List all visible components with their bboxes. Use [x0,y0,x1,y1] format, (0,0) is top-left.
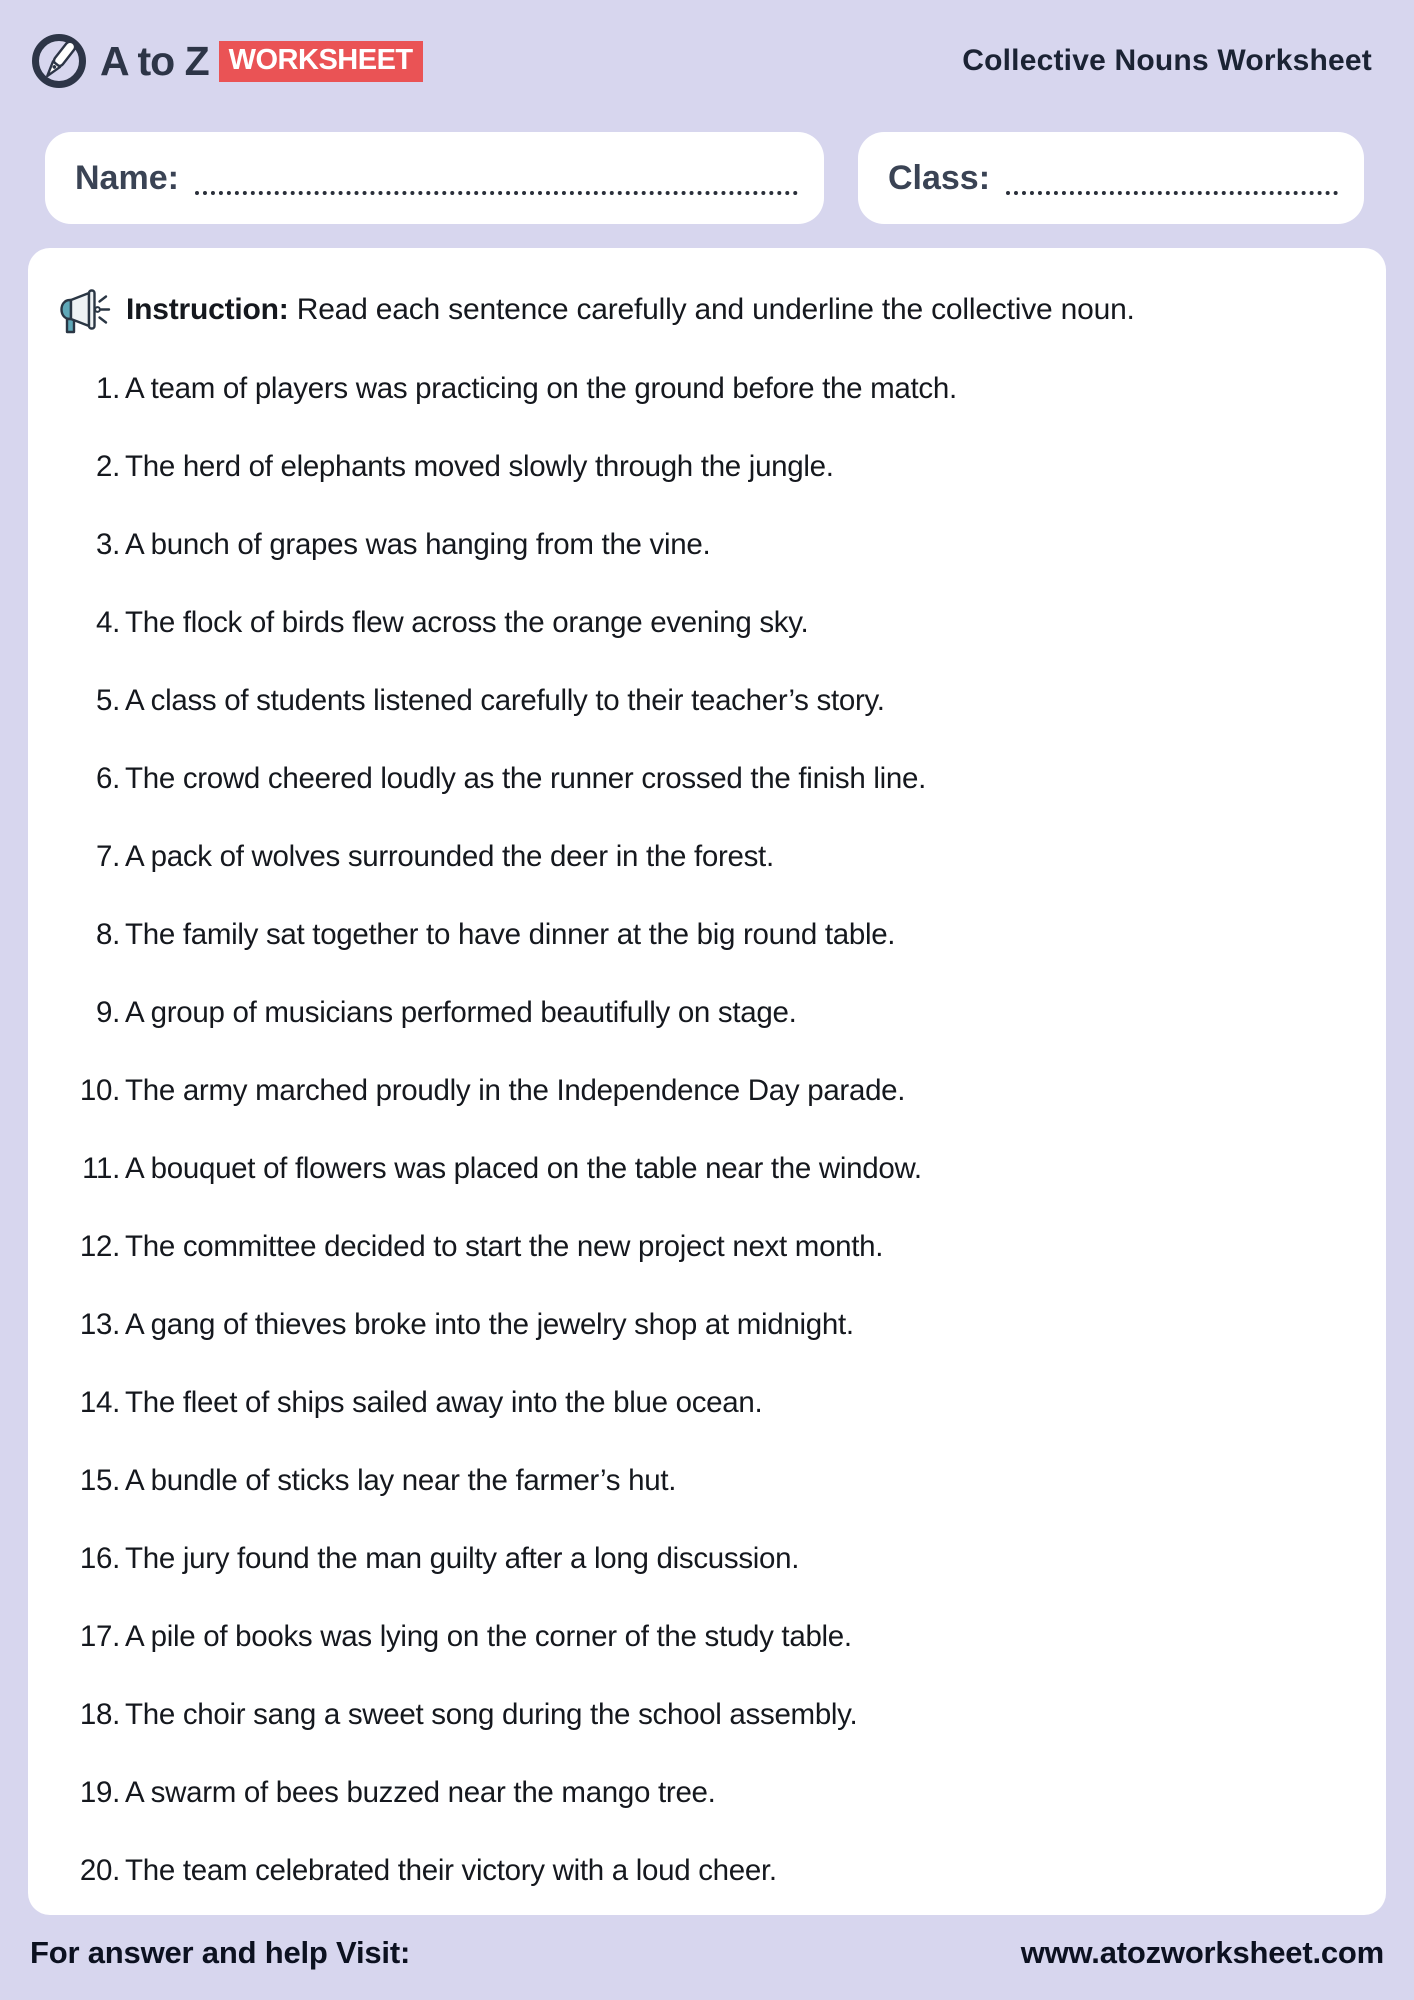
sentence-text: The flock of birds flew across the orange evening sky. [125,606,809,639]
name-field[interactable] [45,132,824,224]
sentence-item [58,1458,1356,1503]
class-field[interactable] [858,132,1364,224]
class-label: Class: [887,158,991,197]
instruction-label: Instruction: [126,293,289,326]
sentence-item [58,834,1356,879]
sentence-number: 14. [79,1386,120,1419]
sentence-item [58,1536,1356,1581]
sentence-item [58,1224,1356,1269]
instruction-text [126,293,1135,327]
sentence-text: The family sat together to have dinner at the big round table. [125,918,896,951]
sentence-text: A bunch of grapes was hanging from the vine. [125,528,711,561]
name-dotted-line[interactable] [195,191,798,195]
sentence-text: A team of players was practicing on the ground before the match. [125,372,957,405]
footer-help-text: For answer and help Visit: [30,1935,411,1970]
sentence-number: 3. [95,528,120,561]
class-dotted-line[interactable] [1006,191,1338,195]
sentence-item [58,678,1356,723]
brand-badge: WORKSHEET [219,41,423,82]
sentence-item [58,1302,1356,1347]
sentence-number: 7. [95,840,120,873]
sentence-item [58,366,1356,411]
sentence-number: 15. [79,1464,120,1497]
footer [30,1935,1384,1971]
sentence-number: 8. [95,918,120,951]
worksheet-card [28,248,1386,1915]
sentence-number: 13. [79,1308,120,1341]
sentence-text: A bundle of sticks lay near the farmer’s hut. [125,1464,677,1497]
student-fields [45,132,1364,224]
sentence-item [58,1068,1356,1113]
sentence-number: 16. [79,1542,120,1575]
sentence-item [58,912,1356,957]
footer-website-link[interactable]: www.atozworksheet.com [1020,1935,1384,1970]
sentence-item [58,1770,1356,1815]
megaphone-icon [58,283,112,337]
page-title: Collective Nouns Worksheet [962,44,1372,77]
pen-circle-logo-icon [30,32,88,90]
sentence-item [58,990,1356,1035]
sentence-item [58,1692,1356,1737]
sentence-list [58,366,1356,1893]
sentence-item [58,522,1356,567]
sentence-item [58,1146,1356,1191]
sentence-text: The herd of elephants moved slowly through the jungle. [125,450,834,483]
sentence-text: A group of musicians performed beautifully on stage. [125,996,797,1029]
sentence-item [58,600,1356,645]
sentence-text: A swarm of bees buzzed near the mango tree. [125,1776,716,1809]
sentence-text: The choir sang a sweet song during the school assembly. [125,1698,858,1731]
sentence-number: 18. [79,1698,120,1731]
sentence-number: 10. [79,1074,120,1107]
sentence-text: A bouquet of flowers was placed on the table near the window. [125,1152,922,1185]
sentence-text: The fleet of ships sailed away into the blue ocean. [125,1386,763,1419]
sentence-text: A pile of books was lying on the corner of the study table. [125,1620,852,1653]
sentence-number: 2. [95,450,120,483]
sentence-text: The crowd cheered loudly as the runner crossed the finish line. [125,762,926,795]
sentence-text: A gang of thieves broke into the jewelry shop at midnight. [125,1308,854,1341]
header [0,0,1414,92]
instruction-body: Read each sentence carefully and underline the collective noun. [296,293,1135,326]
sentence-item [58,444,1356,489]
sentence-item [58,1380,1356,1425]
sentence-text: A class of students listened carefully to their teacher’s story. [125,684,885,717]
sentence-number: 12. [79,1230,120,1263]
brand-name: A to Z [100,37,209,84]
sentence-number: 9. [95,996,120,1029]
sentence-text: The army marched proudly in the Independence Day parade. [125,1074,906,1107]
sentence-text: A pack of wolves surrounded the deer in the forest. [125,840,774,873]
sentence-number: 5. [95,684,120,717]
sentence-number: 19. [79,1776,120,1809]
sentence-text: The team celebrated their victory with a loud cheer. [125,1854,777,1887]
brand-logo [30,32,423,90]
sentence-number: 20. [79,1854,120,1887]
sentence-number: 1. [95,372,120,405]
sentence-text: The committee decided to start the new project next month. [125,1230,884,1263]
sentence-number: 4. [95,606,120,639]
sentence-number: 17. [79,1620,120,1653]
sentence-item [58,756,1356,801]
name-label: Name: [75,158,179,197]
sentence-item [58,1614,1356,1659]
sentence-text: The jury found the man guilty after a long discussion. [125,1542,800,1575]
sentence-number: 11. [82,1152,120,1185]
instruction-row [58,282,1356,338]
sentence-number: 6. [95,762,120,795]
sentence-item [58,1848,1356,1893]
